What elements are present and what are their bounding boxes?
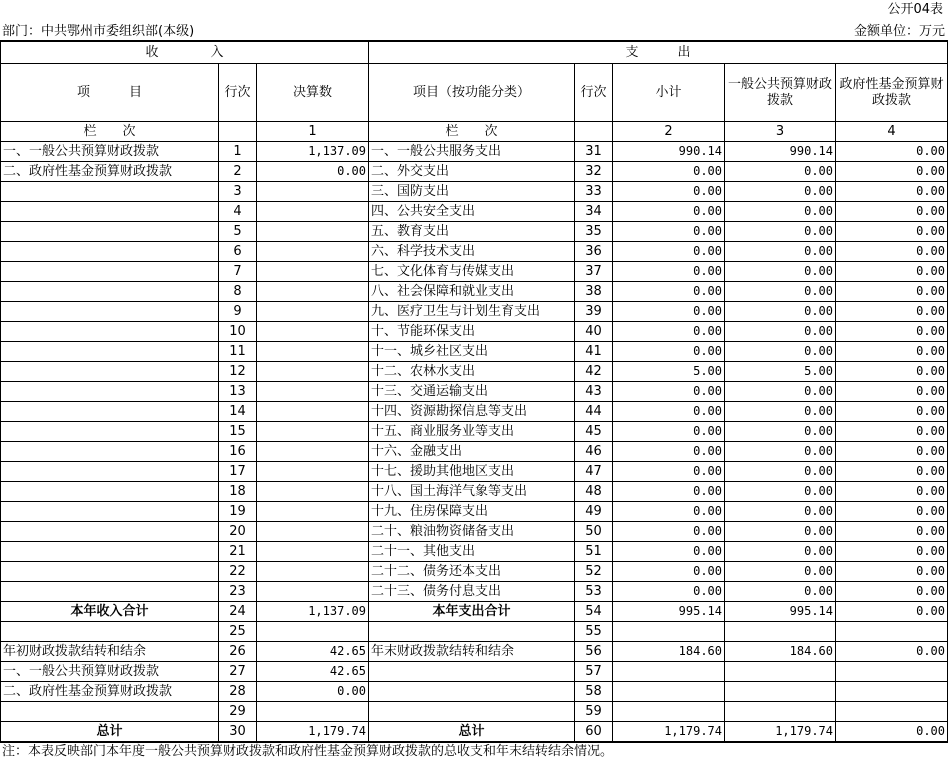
form-id: 公开04表 [887, 2, 943, 17]
final-value [257, 322, 369, 342]
func-item-label: 二十三、债务付息支出 [369, 582, 575, 602]
func-item-label: 三、国防支出 [369, 182, 575, 202]
subtotal-value: 0.00 [613, 242, 725, 262]
table-row [1, 382, 948, 402]
fund-value: 0.00 [836, 462, 948, 482]
carry-begin-label: 年初财政拨款结转和结余 [1, 642, 219, 662]
row-no-right: 44 [575, 402, 613, 422]
table-row [1, 462, 948, 482]
carry-row [1, 642, 948, 662]
table-row [1, 502, 948, 522]
final-value [257, 182, 369, 202]
fund-value: 0.00 [836, 302, 948, 322]
row-no-right: 38 [575, 282, 613, 302]
row-no: 1 [219, 142, 257, 162]
func-item-label: 七、文化体育与传媒支出 [369, 262, 575, 282]
table-row [1, 702, 948, 722]
subtotal-value: 0.00 [613, 182, 725, 202]
subtotal-value: 0.00 [613, 482, 725, 502]
carry-end-subtotal: 184.60 [613, 642, 725, 662]
fiscal-summary-table [0, 40, 948, 743]
table-row [1, 262, 948, 282]
final-value [257, 382, 369, 402]
table-row [1, 662, 948, 682]
table-row [1, 242, 948, 262]
row-no-right: 33 [575, 182, 613, 202]
row-no: 19 [219, 502, 257, 522]
row-no: 7 [219, 262, 257, 282]
row-no-right: 51 [575, 542, 613, 562]
general-value: 0.00 [725, 422, 836, 442]
table-row [1, 422, 948, 442]
final-value [257, 222, 369, 242]
carry-end-no: 56 [575, 642, 613, 662]
table-row [1, 142, 948, 162]
row-no: 22 [219, 562, 257, 582]
expense-total-subtotal: 995.14 [613, 602, 725, 622]
item-label [1, 342, 219, 362]
row-no: 6 [219, 242, 257, 262]
row-no-right: 41 [575, 342, 613, 362]
row-no-right: 48 [575, 482, 613, 502]
func-item-label: 一、一般公共服务支出 [369, 142, 575, 162]
row-no-right: 50 [575, 522, 613, 542]
subtotal-value: 990.14 [613, 142, 725, 162]
func-item-label: 二、外交支出 [369, 162, 575, 182]
func-item-label: 十、节能环保支出 [369, 322, 575, 342]
col-row: 行次 [219, 64, 257, 122]
general-value: 0.00 [725, 182, 836, 202]
table-row [1, 162, 948, 182]
col-fund: 政府性基金预算财政拨款 [836, 64, 948, 122]
row-no: 9 [219, 302, 257, 322]
subtotal-value: 0.00 [613, 562, 725, 582]
amount-unit: 金额单位：万元 [853, 24, 945, 39]
general-value: 0.00 [725, 342, 836, 362]
table-row [1, 202, 948, 222]
fund-value: 0.00 [836, 202, 948, 222]
general-value: 0.00 [725, 242, 836, 262]
row-no-right: 35 [575, 222, 613, 242]
annual-total-row [1, 602, 948, 622]
final-value [257, 542, 369, 562]
fund-value: 0.00 [836, 162, 948, 182]
carry-general-value: 42.65 [257, 662, 369, 682]
income-header: 收 入 [1, 41, 369, 64]
final-value [257, 202, 369, 222]
general-value: 0.00 [725, 462, 836, 482]
table-row [1, 362, 948, 382]
table-row [1, 322, 948, 342]
carry-fund-value: 0.00 [257, 682, 369, 702]
expense-total-no: 54 [575, 602, 613, 622]
lanci-blank [219, 122, 257, 142]
subtotal-value: 0.00 [613, 202, 725, 222]
row-no: 16 [219, 442, 257, 462]
item-label [1, 382, 219, 402]
item-label [1, 202, 219, 222]
col-general: 一般公共预算财政拨款 [725, 64, 836, 122]
carry-general-rn: 57 [575, 662, 613, 682]
func-item-label: 二十一、其他支出 [369, 542, 575, 562]
row-no: 23 [219, 582, 257, 602]
row-no: 2 [219, 162, 257, 182]
fund-value: 0.00 [836, 542, 948, 562]
row-no-right: 52 [575, 562, 613, 582]
general-value: 0.00 [725, 542, 836, 562]
final-value: 0.00 [257, 162, 369, 182]
subtotal-value: 0.00 [613, 302, 725, 322]
item-label [1, 542, 219, 562]
item-label [1, 482, 219, 502]
row-no-right: 39 [575, 302, 613, 322]
general-value: 0.00 [725, 382, 836, 402]
col-final: 决算数 [257, 64, 369, 122]
general-value: 0.00 [725, 322, 836, 342]
subtotal-value: 0.00 [613, 402, 725, 422]
grand-total-rn: 60 [575, 722, 613, 743]
final-value [257, 362, 369, 382]
grand-total-rlabel: 总计 [369, 722, 575, 743]
general-value: 0.00 [725, 562, 836, 582]
row-no: 14 [219, 402, 257, 422]
general-value: 0.00 [725, 502, 836, 522]
row-no-right: 32 [575, 162, 613, 182]
fund-value: 0.00 [836, 522, 948, 542]
general-value: 0.00 [725, 442, 836, 462]
fund-value: 0.00 [836, 222, 948, 242]
general-value: 0.00 [725, 282, 836, 302]
func-item-label: 十一、城乡社区支出 [369, 342, 575, 362]
item-label [1, 222, 219, 242]
row-no: 25 [219, 622, 257, 642]
subtotal-value: 0.00 [613, 442, 725, 462]
fund-value: 0.00 [836, 482, 948, 502]
col-item: 项 目 [1, 64, 219, 122]
carry-fund-no: 28 [219, 682, 257, 702]
subtotal-value: 0.00 [613, 522, 725, 542]
lanci-left-no: 1 [257, 122, 369, 142]
subtotal-value: 0.00 [613, 282, 725, 302]
table-row [1, 182, 948, 202]
fund-value: 0.00 [836, 182, 948, 202]
fund-value: 0.00 [836, 582, 948, 602]
column-header-row [1, 64, 948, 122]
table-row [1, 282, 948, 302]
final-value [257, 342, 369, 362]
row-no: 15 [219, 422, 257, 442]
carry-general-no: 27 [219, 662, 257, 682]
item-label [1, 182, 219, 202]
fund-value: 0.00 [836, 282, 948, 302]
row-no: 5 [219, 222, 257, 242]
row-no-right: 49 [575, 502, 613, 522]
subtotal-value: 0.00 [613, 342, 725, 362]
row-no: 12 [219, 362, 257, 382]
final-value [257, 242, 369, 262]
grand-total-general: 1,179.74 [725, 722, 836, 743]
general-value: 0.00 [725, 402, 836, 422]
carry-end-general: 184.60 [725, 642, 836, 662]
grand-total-value: 1,179.74 [257, 722, 369, 743]
func-item-label: 五、教育支出 [369, 222, 575, 242]
grand-total-row [1, 722, 948, 743]
section-header-row [1, 41, 948, 64]
fund-value: 0.00 [836, 262, 948, 282]
row-no-right: 37 [575, 262, 613, 282]
row-no-right: 53 [575, 582, 613, 602]
item-label [1, 502, 219, 522]
income-total-no: 24 [219, 602, 257, 622]
general-value: 0.00 [725, 162, 836, 182]
table-row [1, 582, 948, 602]
item-label [1, 442, 219, 462]
final-value [257, 302, 369, 322]
func-item-label: 六、科学技术支出 [369, 242, 575, 262]
func-item-label: 十六、金融支出 [369, 442, 575, 462]
func-item-label: 十九、住房保障支出 [369, 502, 575, 522]
table-row [1, 522, 948, 542]
fund-value: 0.00 [836, 562, 948, 582]
table-row [1, 482, 948, 502]
row-no: 21 [219, 542, 257, 562]
item-label: 二、政府性基金预算财政拨款 [1, 162, 219, 182]
item-label [1, 582, 219, 602]
func-item-label: 十八、国土海洋气象等支出 [369, 482, 575, 502]
item-label [1, 282, 219, 302]
expense-header: 支 出 [369, 41, 948, 64]
row-no-right: 40 [575, 322, 613, 342]
subtotal-value: 0.00 [613, 422, 725, 442]
subtotal-value: 0.00 [613, 542, 725, 562]
func-item-label: 八、社会保障和就业支出 [369, 282, 575, 302]
fund-value: 0.00 [836, 362, 948, 382]
row-no: 8 [219, 282, 257, 302]
table-row [1, 682, 948, 702]
final-value [257, 422, 369, 442]
expense-total-fund: 0.00 [836, 602, 948, 622]
expense-total-label: 本年支出合计 [369, 602, 575, 622]
subtotal-value: 0.00 [613, 322, 725, 342]
item-label [1, 262, 219, 282]
row-no: 29 [219, 702, 257, 722]
general-value: 0.00 [725, 482, 836, 502]
final-value [257, 502, 369, 522]
row-no: 4 [219, 202, 257, 222]
table-row [1, 222, 948, 242]
final-value [257, 282, 369, 302]
income-total-value: 1,137.09 [257, 602, 369, 622]
table-row [1, 342, 948, 362]
row-no-right: 43 [575, 382, 613, 402]
row-no-right: 36 [575, 242, 613, 262]
item-label [1, 522, 219, 542]
general-value: 0.00 [725, 202, 836, 222]
table-row [1, 622, 948, 642]
item-label [1, 242, 219, 262]
func-item-label: 十五、商业服务业等支出 [369, 422, 575, 442]
carry-general-label: 一、一般公共预算财政拨款 [1, 662, 219, 682]
row-no: 18 [219, 482, 257, 502]
func-item-label: 十四、资源勘探信息等支出 [369, 402, 575, 422]
row-no-right: 55 [575, 622, 613, 642]
carry-begin-no: 26 [219, 642, 257, 662]
col-item-func: 项目（按功能分类） [369, 64, 575, 122]
lanci-left-label: 栏 次 [1, 122, 219, 142]
table-row [1, 562, 948, 582]
row-no-right: 45 [575, 422, 613, 442]
lanci-row [1, 122, 948, 142]
subtotal-value: 0.00 [613, 262, 725, 282]
subtotal-value: 0.00 [613, 382, 725, 402]
table-row [1, 302, 948, 322]
subtotal-value: 0.00 [613, 162, 725, 182]
final-value [257, 582, 369, 602]
carry-end-label: 年末财政拨款结转和结余 [369, 642, 575, 662]
general-value: 0.00 [725, 262, 836, 282]
item-label [1, 362, 219, 382]
department-name: 部门：中共鄂州市委组织部(本级) [2, 24, 195, 39]
grand-total-subtotal: 1,179.74 [613, 722, 725, 743]
subtotal-value: 0.00 [613, 582, 725, 602]
row-no-right: 42 [575, 362, 613, 382]
final-value [257, 482, 369, 502]
item-label [1, 402, 219, 422]
item-label [1, 422, 219, 442]
func-item-label: 十七、援助其他地区支出 [369, 462, 575, 482]
row-no: 17 [219, 462, 257, 482]
subtotal-value: 0.00 [613, 462, 725, 482]
form-id-line [0, 0, 949, 20]
fund-value: 0.00 [836, 502, 948, 522]
general-value: 0.00 [725, 522, 836, 542]
lanci-c3: 3 [725, 122, 836, 142]
table-row [1, 402, 948, 422]
fund-value: 0.00 [836, 242, 948, 262]
func-item-label: 十三、交通运输支出 [369, 382, 575, 402]
row-no: 11 [219, 342, 257, 362]
grand-total-no: 30 [219, 722, 257, 743]
table-row [1, 542, 948, 562]
subtotal-value: 5.00 [613, 362, 725, 382]
row-no-right: 46 [575, 442, 613, 462]
general-value: 0.00 [725, 222, 836, 242]
item-label [1, 462, 219, 482]
row-no-right: 31 [575, 142, 613, 162]
general-value: 5.00 [725, 362, 836, 382]
grand-total-fund: 0.00 [836, 722, 948, 743]
final-value [257, 442, 369, 462]
grand-total-label: 总计 [1, 722, 219, 743]
func-item-label: 九、医疗卫生与计划生育支出 [369, 302, 575, 322]
func-item-label: 二十、粮油物资储备支出 [369, 522, 575, 542]
carry-begin-value: 42.65 [257, 642, 369, 662]
final-value: 1,137.09 [257, 142, 369, 162]
fund-value: 0.00 [836, 442, 948, 462]
table-row [1, 442, 948, 462]
final-value [257, 262, 369, 282]
lanci-right-label: 栏 次 [369, 122, 575, 142]
lanci-blank2 [575, 122, 613, 142]
row-no-right: 47 [575, 462, 613, 482]
item-label [1, 562, 219, 582]
expense-total-general: 995.14 [725, 602, 836, 622]
carry-fund-label: 二、政府性基金预算财政拨款 [1, 682, 219, 702]
final-value [257, 522, 369, 542]
final-value [257, 562, 369, 582]
col-subtotal: 小计 [613, 64, 725, 122]
func-item-label: 十二、农林水支出 [369, 362, 575, 382]
carry-end-fund: 0.00 [836, 642, 948, 662]
fund-value: 0.00 [836, 402, 948, 422]
item-label [1, 322, 219, 342]
fund-value: 0.00 [836, 342, 948, 362]
lanci-c2: 2 [613, 122, 725, 142]
lanci-c4: 4 [836, 122, 948, 142]
subtotal-value: 0.00 [613, 222, 725, 242]
row-no-right: 34 [575, 202, 613, 222]
carry-fund-rn: 58 [575, 682, 613, 702]
final-value [257, 462, 369, 482]
func-item-label: 四、公共安全支出 [369, 202, 575, 222]
fund-value: 0.00 [836, 142, 948, 162]
fund-value: 0.00 [836, 422, 948, 442]
row-no: 20 [219, 522, 257, 542]
func-item-label: 二十二、债务还本支出 [369, 562, 575, 582]
fund-value: 0.00 [836, 322, 948, 342]
general-value: 0.00 [725, 302, 836, 322]
row-no: 3 [219, 182, 257, 202]
item-label [1, 302, 219, 322]
final-value [257, 402, 369, 422]
row-no: 10 [219, 322, 257, 342]
subtotal-value: 0.00 [613, 502, 725, 522]
footnote: 注：本表反映部门本年度一般公共预算财政拨款和政府性基金预算财政拨款的总收支和年末结转结余情况。 [2, 744, 614, 759]
department-line [0, 22, 949, 42]
general-value: 990.14 [725, 142, 836, 162]
row-no: 13 [219, 382, 257, 402]
fund-value: 0.00 [836, 382, 948, 402]
general-value: 0.00 [725, 582, 836, 602]
row-no-right: 59 [575, 702, 613, 722]
col-row2: 行次 [575, 64, 613, 122]
income-total-label: 本年收入合计 [1, 602, 219, 622]
item-label: 一、一般公共预算财政拨款 [1, 142, 219, 162]
